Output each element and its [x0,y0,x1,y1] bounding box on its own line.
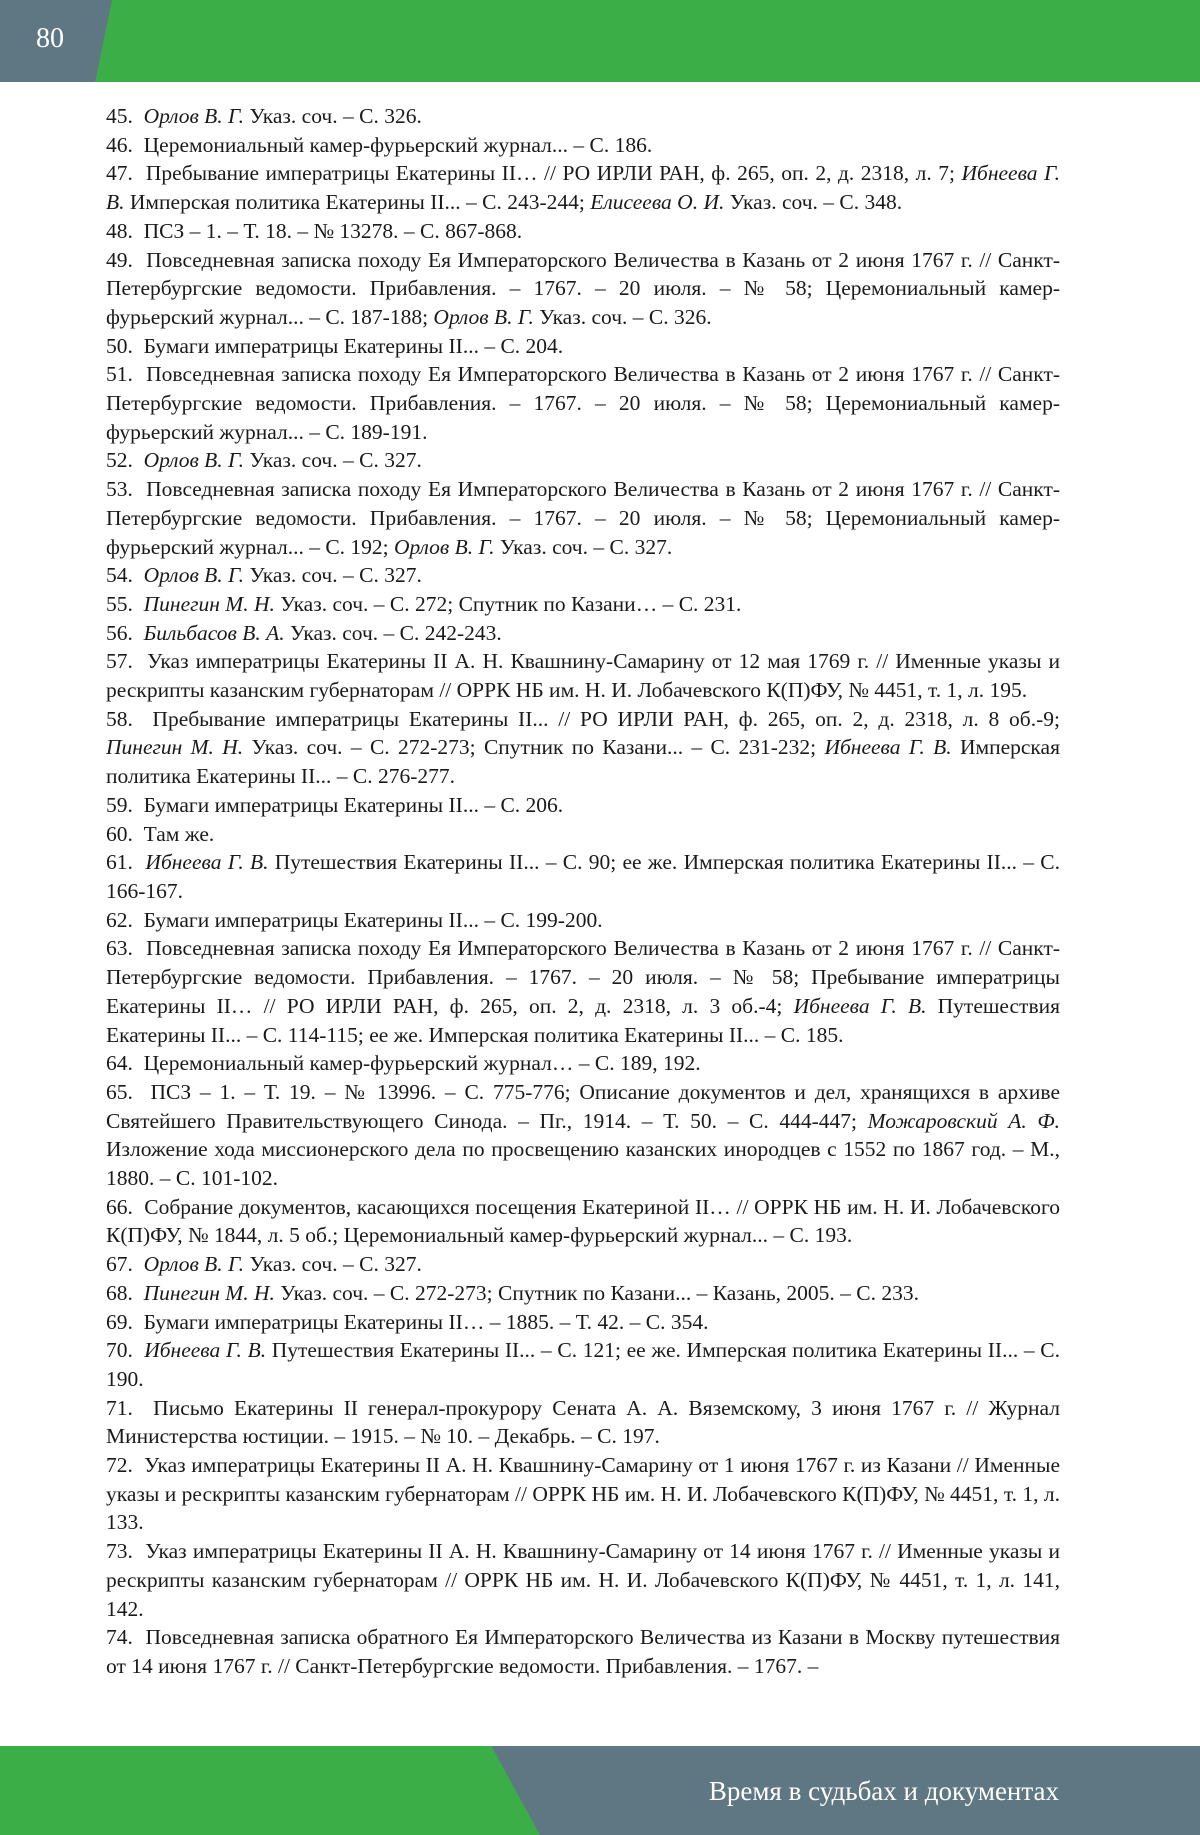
endnote-text: Указ. соч. – С. 272-273; Спутник по Казани... – Казань, 2005. – С. 233. [274,1280,920,1305]
endnote [106,1336,1060,1393]
endnote-text: Бумаги императрицы Екатерины II… – 1885. – Т. 42. – С. 354. [143,1309,709,1334]
endnote [106,446,1060,475]
endnote [106,1193,1060,1250]
endnote-text: Путешествия Екатерины II... – С. 121; ее же. Имперская политика Екатерины II... – С. 190. [106,1338,1060,1391]
endnote [106,332,1060,361]
endnote [106,102,1060,131]
endnote [106,1049,1060,1078]
endnote-number: 55. [106,591,144,616]
endnotes-list [106,102,1060,1681]
endnote [106,246,1060,332]
endnote [106,475,1060,561]
endnote [106,934,1060,1049]
endnote-text: Пребывание императрицы Екатерины II... // РО ИРЛИ РАН, ф. 265, оп. 2, д. 2318, л. 8 об.-9; [152,706,1060,731]
endnote-number: 72. [106,1453,145,1478]
endnote-number: 66. [106,1194,145,1219]
endnote [106,131,1060,160]
endnote [106,619,1060,648]
endnote [106,1623,1060,1680]
endnote-author: Елисеева О. И. [590,190,725,215]
endnote-author: Орлов В. Г. [394,534,495,559]
endnote-text: Бумаги императрицы Екатерины II... – С. 199-200. [143,907,603,932]
endnote-number: 63. [106,936,147,961]
endnote-text: Путешествия Екатерины II... – С. 114-115; ее же. Имперская политика Екатерины II... – С. 185. [106,993,1060,1047]
endnote [106,1394,1060,1451]
endnote-author: Орлов В. Г. [143,1252,245,1277]
endnote-text: Бумаги императрицы Екатерины II... – С. 206. [143,792,564,817]
endnote [106,1078,1060,1193]
endnote-number: 62. [106,907,144,932]
endnote-text: Церемониальный камер-фурьерский журнал… – С. 189, 192. [143,1051,701,1076]
endnote-text: Указ. соч. – С. 327. [244,563,422,588]
endnote [106,217,1060,246]
endnote-number: 71. [106,1395,154,1420]
endnote-number: 54. [106,563,144,588]
endnote-text: Повседневная записка походу Ея Императорского Величества в Казань от 2 июня 1767 г. // Санкт-Петербургские ведомости. Прибавления. – 1767. – 20 июля. – № 58; Церемониальный камер-фурьерский журнал... – С. 192; [106,477,1061,559]
endnote-text: Имперская политика Екатерины II... – С. 243-244; [124,190,591,215]
page-header [0,0,1200,82]
endnote-text: Указ. соч. – С. 348. [724,190,903,215]
endnote-number: 48. [106,218,144,243]
endnote-text: Повседневная записка обратного Ея Императорского Величества из Казани в Москву путешествия от 14 июня 1767 г. // Санкт-Петербургские ведомости. Прибавления. – 1767. – [106,1625,1061,1678]
endnote-text: Указ. соч. – С. 326. [533,304,712,329]
endnote-author: Пинегин М. Н. [143,1280,275,1305]
endnote [106,848,1060,905]
endnote-number: 69. [106,1309,144,1334]
endnote-author: Бильбасов В. А. [143,620,285,645]
endnote-number: 46. [106,132,144,157]
endnote-author: Пинегин М. Н. [143,591,275,616]
endnote-author: Ибнеева Г. В. [793,993,927,1018]
endnote-number: 61. [106,850,146,875]
endnote-text: Указ. соч. – С. 327. [244,1252,422,1277]
endnote-author: Ибнеева Г. В. [145,850,269,875]
endnote-text: ПСЗ – 1. – Т. 18. – № 13278. – С. 867-868. [143,218,523,243]
page-footer [0,1746,1200,1835]
endnote [106,791,1060,820]
endnote-text: Повседневная записка походу Ея Императорского Величества в Казань от 2 июня 1767 г. // Санкт-Петербургские ведомости. Прибавления. – 1767. – 20 июля. – № 58; Церемониальный камер-фурьерский журнал... – С. 187-188; [106,247,1061,329]
endnote [106,906,1060,935]
endnote [106,1451,1060,1537]
endnote [106,647,1060,704]
endnote-number: 73. [106,1539,146,1564]
endnote-text: Пребывание императрицы Екатерины II… // РО ИРЛИ РАН, ф. 265, оп. 2, д. 2318, л. 7; [145,161,962,186]
endnote [106,1308,1060,1337]
endnote-text: Там же. [143,821,215,846]
endnote-text: Указ. соч. – С. 327. [244,448,422,473]
endnote-number: 58. [106,706,153,731]
endnote [106,159,1060,216]
endnote-text: Указ. соч. – С. 272-273; Спутник по Казани... – С. 231-232; [243,735,825,760]
endnote-text: Указ. соч. – С. 272; Спутник по Казани… – С. 231. [274,591,742,616]
endnote-number: 65. [106,1079,151,1104]
endnote-number: 50. [106,333,144,358]
endnote-author: Орлов В. Г. [143,104,245,128]
endnote-text: Письмо Екатерины II генерал-прокурору Сената А. А. Вяземскому, 3 июня 1767 г. // Журнал Министерства юстиции. – 1915. – № 10. – Декабрь. – С. 197. [106,1395,1061,1449]
endnote [106,590,1060,619]
endnote [106,1250,1060,1279]
endnote-number: 70. [106,1338,145,1363]
endnote-text: ПСЗ – 1. – Т. 19. – № 13996. – С. 775-776; Описание документов и дел, хранящихся в архиве Святейшего Правительствующего Синода. – Пг., 1914. – Т. 50. – С. 444-447; [106,1079,1060,1133]
endnote-number: 59. [106,792,144,817]
endnote-number: 57. [106,649,148,674]
endnote-author: Орлов В. Г. [143,563,245,588]
endnote-text: Повседневная записка походу Ея Императорского Величества в Казань от 2 июня 1767 г. // Санкт-Петербургские ведомости. Прибавления. – 1767. – 20 июля. – № 58; Пребывание императрицы Екатерины II… // РО ИРЛИ РАН, ф. 265, оп. 2, д. 2318, л. 3 об.-4; [106,936,1061,1018]
endnote-number: 68. [106,1280,144,1305]
endnote-number: 64. [106,1051,144,1076]
footer-green-band [0,1746,540,1835]
endnote-text: Церемониальный камер-фурьерский журнал... – С. 186. [143,132,653,157]
endnote-number: 74. [106,1625,146,1650]
journal-title: Время в судьбах и документах [708,1776,1059,1806]
endnote-author: Ибнеева Г. В. [106,161,1060,215]
page-number: 80 [36,23,64,54]
endnote-text: Указ императрицы Екатерины II А. Н. Квашнину-Самарину от 14 июня 1767 г. // Именные указы и рескрипты казанским губернаторам // ОРРК НБ им. Н. И. Лобачевского К(П)ФУ, № 4451, т. 1, л. 141, 142. [106,1539,1060,1621]
endnote-text: Собрание документов, касающихся посещения Екатериной II… // ОРРК НБ им. Н. И. Лобачевского К(П)ФУ, № 1844, л. 5 об.; Церемониальный камер-фурьерский журнал... – С. 193. [106,1194,1061,1248]
endnote-number: 49. [106,247,147,272]
endnote-number: 45. [106,104,144,128]
endnote [106,1537,1060,1623]
endnote-number: 67. [106,1252,144,1277]
endnote [106,360,1060,446]
endnote-number: 53. [106,477,147,502]
endnote-author: Ибнеева Г. В. [824,735,952,760]
endnote-text: Повседневная записка походу Ея Императорского Величества в Казань от 2 июня 1767 г. // Санкт-Петербургские ведомости. Прибавления. – 1767. – 20 июля. – № 58; Церемониальный камер-фурьерский журнал... – С. 189-191. [106,362,1061,444]
endnote [106,1279,1060,1308]
endnote-author: Ибнеева Г. В. [144,1338,267,1363]
endnote-text: Указ. соч. – С. 327. [494,534,673,559]
endnote-author: Пинегин М. Н. [106,735,244,760]
endnote-text: Изложение хода миссионерского дела по просвещению казанских инородцев с 1552 по 1867 год. – М., 1880. – С. 101-102. [106,1137,1060,1191]
endnote-text: Бумаги императрицы Екатерины II... – С. 204. [143,333,564,358]
endnote-text: Указ. соч. – С. 326. [244,104,422,128]
endnote [106,561,1060,590]
endnote-author: Можаровский А. Ф. [867,1108,1060,1133]
endnote-number: 60. [106,821,144,846]
endnote-text: Имперская политика Екатерины II... – С. 276-277. [106,735,1060,789]
endnote-text: Указ императрицы Екатерины II А. Н. Квашнину-Самарину от 12 мая 1769 г. // Именные указы и рескрипты казанским губернаторам // ОРРК НБ им. Н. И. Лобачевского К(П)ФУ, № 4451, т. 1, л. 195. [106,649,1061,703]
endnote-number: 51. [106,362,147,387]
endnote-author: Орлов В. Г. [433,304,534,329]
endnote [106,705,1060,791]
endnote-text: Указ. соч. – С. 242-243. [284,620,502,645]
endnote-text: Путешествия Екатерины II... – С. 90; ее же. Имперская политика Екатерины II... – С. 166-167. [106,850,1060,903]
endnote-number: 52. [106,448,144,473]
endnote-author: Орлов В. Г. [143,448,245,473]
endnote-number: 47. [106,161,146,186]
endnote [106,820,1060,849]
endnote-text: Указ императрицы Екатерины II А. Н. Квашнину-Самарину от 1 июня 1767 г. из Казани // Именные указы и рескрипты казанским губернаторам // ОРРК НБ им. Н. И. Лобачевского К(П)ФУ, № 4451, т. 1, л. 133. [106,1453,1060,1535]
endnote-number: 56. [106,620,144,645]
